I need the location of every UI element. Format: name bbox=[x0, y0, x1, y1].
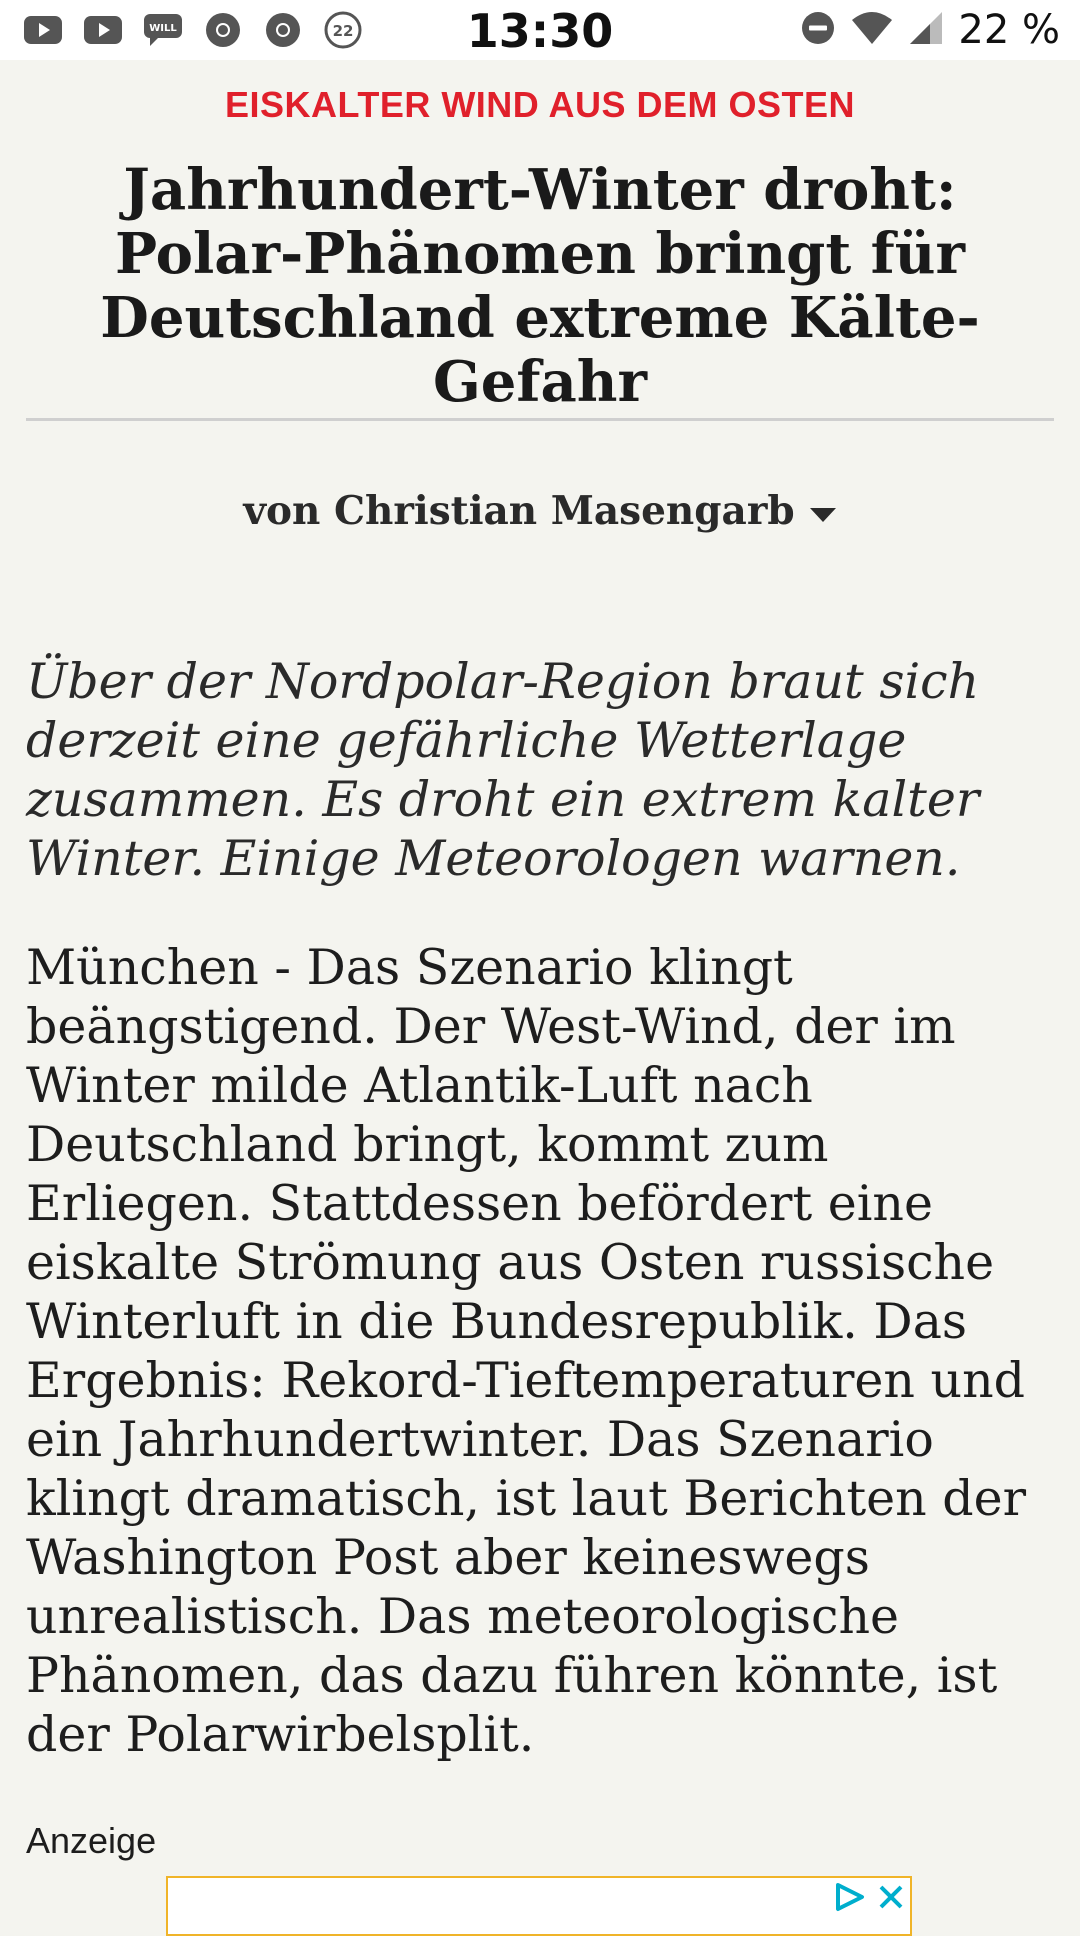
clock: 13:30 bbox=[466, 4, 614, 58]
author-byline[interactable] bbox=[0, 488, 1080, 534]
caret-down-icon bbox=[809, 488, 837, 534]
notification-badge-count: 22 bbox=[332, 22, 354, 40]
status-bar bbox=[0, 0, 1080, 60]
ad-controls bbox=[832, 1882, 906, 1916]
article-headline: Jahrhundert-Winter droht: Polar-Phänomen bringt für Deutschland extreme Kälte-Gefahr bbox=[100, 157, 980, 415]
system-icons bbox=[800, 6, 1060, 54]
ad-banner[interactable] bbox=[166, 1876, 912, 1936]
svg-text:WILL: WILL bbox=[149, 23, 177, 34]
do-not-disturb-icon bbox=[800, 10, 836, 50]
divider bbox=[26, 418, 1054, 421]
cell-signal-icon bbox=[908, 10, 944, 50]
ad-label: Anzeige bbox=[26, 1820, 157, 1861]
article-body: München - Das Szenario klingt beängstigend. Der West-Wind, der im Winter milde Atlantik-Luft nach Deutschland bringt, kommt zum Erliegen. Stattdessen befördert eine eiskalte Strömung aus Osten russische Winterluft in die Bundesrepublik. Das Ergebnis: Rekord-Tieftemperaturen und ein Jahrhundertwinter. Das Szenario klingt dramatisch, ist laut Berichten der Washington Post aber keineswegs unrealistisch. Das meteorologische Phänomen, das dazu führen könnte, ist der Polarwirbelsplit. bbox=[26, 939, 1027, 1763]
article-lead: Über der Nordpolar-Region braut sich derzeit eine gefährliche Wetterlage zusammen. Es droht ein extrem kalter Winter. Einige Meteorologen warnen. bbox=[26, 653, 980, 887]
author-name: von Christian Masengarb bbox=[243, 488, 795, 534]
adchoices-icon[interactable] bbox=[832, 1882, 868, 1916]
article-kicker: EISKALTER WIND AUS DEM OSTEN bbox=[224, 84, 855, 125]
wifi-icon bbox=[850, 10, 894, 50]
battery-level: 22 % bbox=[958, 7, 1060, 53]
close-ad-icon[interactable] bbox=[876, 1882, 906, 1916]
